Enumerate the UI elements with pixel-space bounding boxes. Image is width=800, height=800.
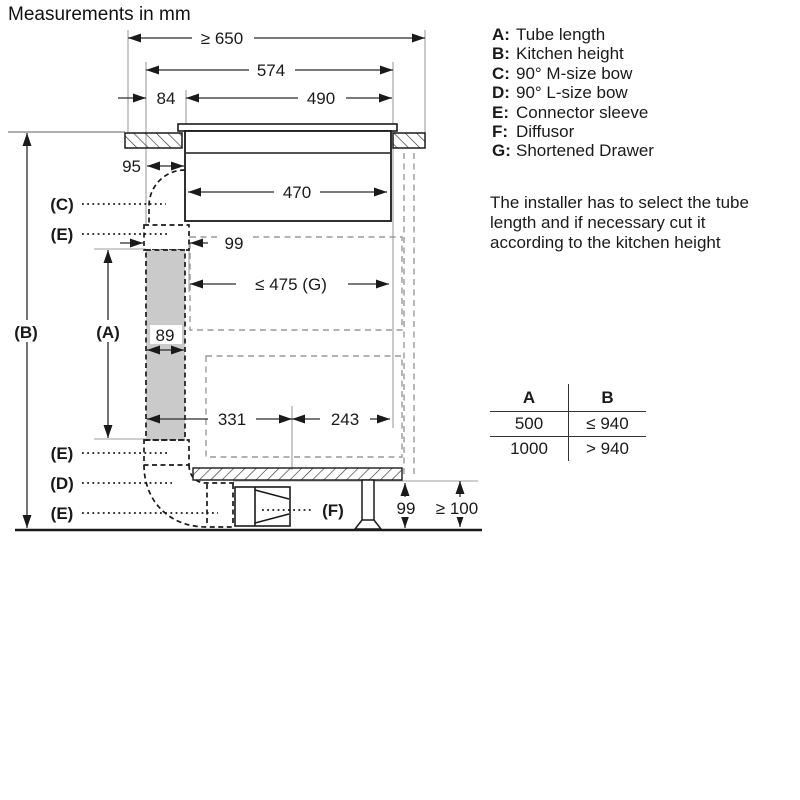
callout-f: (F) [322,501,344,520]
dim-89-label: 89 [155,326,175,345]
legend [492,25,654,161]
dim-95-label: 95 [122,157,141,176]
dim-470-label: 470 [282,183,312,202]
solid-structures [15,124,482,530]
legend-item-g: G: Shortened Drawer [492,141,654,161]
plinth-leg [362,480,374,521]
worktop-right [393,133,425,148]
page-title: Measurements in mm [8,4,191,25]
plinth-foot [355,520,381,529]
callout-e-bottom: (E) [50,504,74,523]
legend-item-d: D: 90° L-size bow [492,83,628,103]
dim-100-label: ≥ 100 [435,499,479,518]
callout-a: (A) [96,323,120,342]
table-header-b: B [568,384,646,412]
worktop-left [125,133,182,148]
dim-243-label: 243 [330,410,360,429]
cabinet-bottom-panel [193,468,402,480]
dim-331-label: 331 [217,410,247,429]
table-cell: 500 [490,412,568,437]
legend-item-e: E: Connector sleeve [492,102,649,122]
connector-sleeve-top [144,225,189,250]
callout-c: (C) [50,195,74,214]
dim-84-label: 84 [156,89,176,108]
table-header-a: A [490,384,568,412]
dim-475-label: ≤ 475 (G) [255,275,327,294]
callout-d: (D) [50,474,74,493]
diffusor [235,487,290,526]
legend-item-f: F: Diffusor [492,122,575,142]
bow-c-m-size [149,170,185,224]
callout-b: (B) [14,323,38,342]
dim-650-label: ≥ 650 [200,29,244,48]
callout-e-top: (E) [50,225,74,244]
table-cell: 1000 [510,439,548,458]
callout-e-mid: (E) [50,444,74,463]
table-cell: ≤ 940 [568,412,646,437]
hob-top-plate [178,124,397,131]
legend-item-c: C: 90° M-size bow [492,63,633,83]
dim-490-label: 490 [306,89,336,108]
lower-drawer-outline [206,356,402,457]
legend-item-b: B: Kitchen height [492,44,624,64]
hob-body [185,131,391,221]
dim-574-label: 574 [256,61,286,80]
tube [146,250,185,440]
dim-99-plinth-label: 99 [396,499,416,518]
table-cell: > 940 [568,437,646,461]
legend-item-a: A: Tube length [492,25,606,44]
tube-length-table [490,384,646,461]
dim-99-sleeve-label: 99 [224,234,244,253]
installer-note: The installer has to select the tube length and if necessary cut it according to the kitchen height [490,193,749,252]
